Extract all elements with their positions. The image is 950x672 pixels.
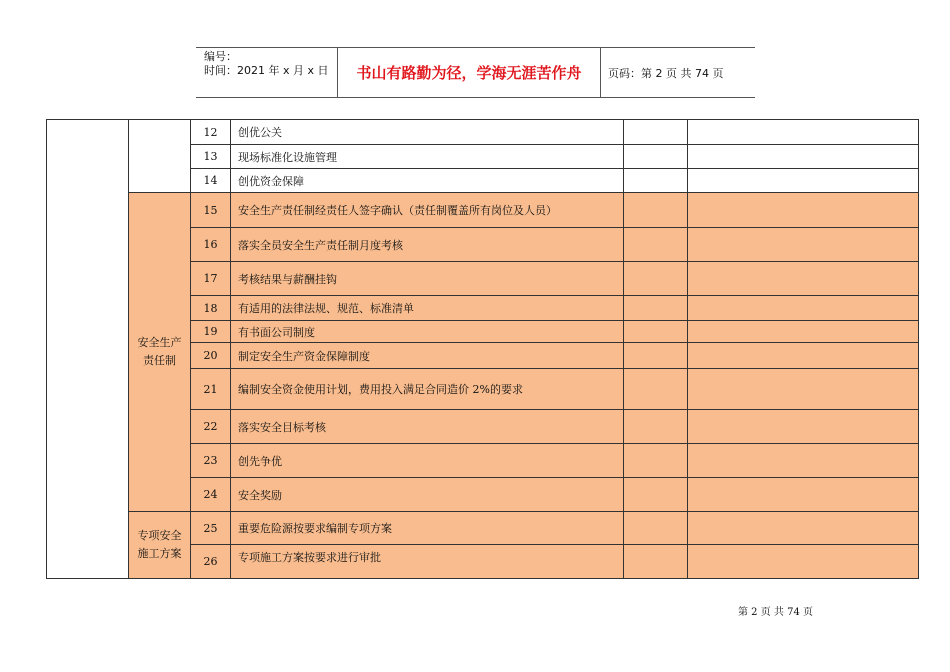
row-item: 制定安全生产资金保障制度	[231, 343, 624, 369]
remark-cell	[688, 512, 919, 545]
row-number: 15	[191, 193, 231, 228]
row-number: 22	[191, 410, 231, 444]
outer-category-cell	[47, 120, 129, 579]
category-label: 安全生产责任制	[137, 336, 182, 367]
check-cell	[624, 262, 688, 296]
check-cell	[624, 410, 688, 444]
remark-cell	[688, 296, 919, 321]
remark-cell	[688, 545, 919, 579]
check-cell	[624, 193, 688, 228]
time-label: 时间：2021 年 x 月 x 日	[204, 64, 329, 77]
row-item: 有书面公司制度	[231, 321, 624, 343]
check-cell	[624, 545, 688, 579]
document-header	[196, 47, 755, 98]
row-item: 专项施工方案按要求进行审批	[231, 545, 624, 579]
row-number: 17	[191, 262, 231, 296]
check-cell	[624, 228, 688, 262]
header-meta	[196, 48, 338, 97]
remark-cell	[688, 369, 919, 410]
row-number: 21	[191, 369, 231, 410]
remark-cell	[688, 478, 919, 512]
number-label: 编号：	[204, 50, 237, 63]
row-number: 20	[191, 343, 231, 369]
remark-cell	[688, 120, 919, 145]
category-cell-blank	[129, 120, 191, 193]
check-cell	[624, 343, 688, 369]
check-cell	[624, 321, 688, 343]
row-number: 23	[191, 444, 231, 478]
category-responsibility	[129, 193, 191, 512]
row-item: 创优资金保障	[231, 169, 624, 193]
row-item: 落实安全目标考核	[231, 410, 624, 444]
remark-cell	[688, 343, 919, 369]
row-number: 12	[191, 120, 231, 145]
row-number: 26	[191, 545, 231, 579]
row-item: 安全奖励	[231, 478, 624, 512]
remark-cell	[688, 410, 919, 444]
check-cell	[624, 296, 688, 321]
row-item: 安全生产责任制经责任人签字确认（责任制覆盖所有岗位及人员）	[231, 193, 624, 228]
row-number: 19	[191, 321, 231, 343]
category-special-plan	[129, 512, 191, 579]
row-item: 现场标准化设施管理	[231, 145, 624, 169]
row-number: 18	[191, 296, 231, 321]
remark-cell	[688, 321, 919, 343]
remark-cell	[688, 145, 919, 169]
row-item: 编制安全资金使用计划，费用投入满足合同造价 2%的要求	[231, 369, 624, 410]
check-cell	[624, 444, 688, 478]
table-row	[47, 512, 919, 545]
header-motto: 书山有路勤为径，学海无涯苦作舟	[338, 48, 601, 97]
check-cell	[624, 120, 688, 145]
row-item: 落实全员安全生产责任制月度考核	[231, 228, 624, 262]
page-footer: 第 2 页 共 74 页	[738, 607, 813, 618]
table-row	[47, 120, 919, 145]
row-number: 25	[191, 512, 231, 545]
row-item: 创先争优	[231, 444, 624, 478]
row-item: 创优公关	[231, 120, 624, 145]
header-page-label: 页码：第 2 页 共 74 页	[608, 66, 724, 80]
remark-cell	[688, 169, 919, 193]
category-label: 专项安全施工方案	[137, 529, 182, 560]
remark-cell	[688, 444, 919, 478]
row-item: 重要危险源按要求编制专项方案	[231, 512, 624, 545]
row-number: 14	[191, 169, 231, 193]
remark-cell	[688, 228, 919, 262]
checklist-table	[46, 119, 919, 579]
check-cell	[624, 145, 688, 169]
check-cell	[624, 478, 688, 512]
row-number: 16	[191, 228, 231, 262]
row-item: 有适用的法律法规、规范、标准清单	[231, 296, 624, 321]
table-row	[47, 193, 919, 228]
remark-cell	[688, 262, 919, 296]
row-number: 24	[191, 478, 231, 512]
check-cell	[624, 512, 688, 545]
check-cell	[624, 369, 688, 410]
remark-cell	[688, 193, 919, 228]
row-item: 考核结果与薪酬挂钩	[231, 262, 624, 296]
check-cell	[624, 169, 688, 193]
row-number: 13	[191, 145, 231, 169]
